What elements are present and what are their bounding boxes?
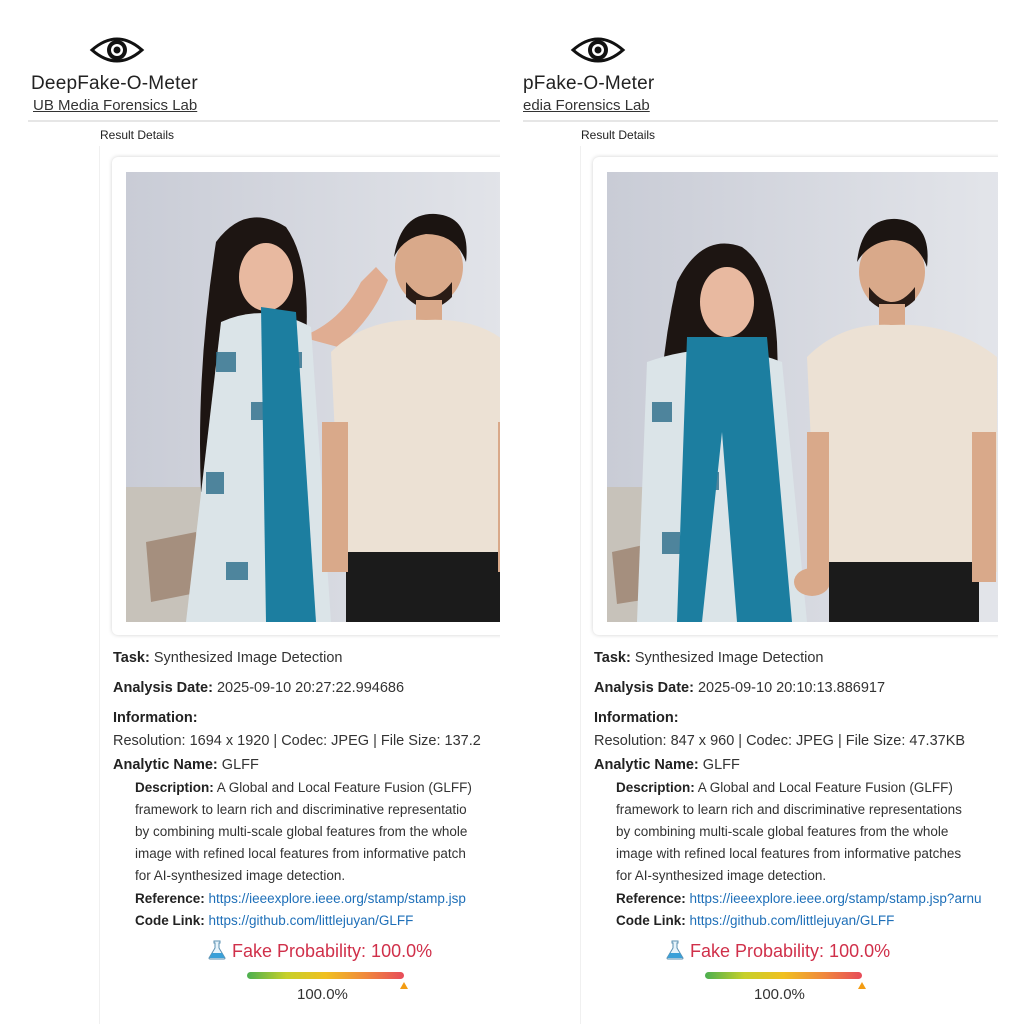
analytic-name-label: Analytic Name: bbox=[113, 757, 218, 773]
reference-label: Reference: bbox=[616, 891, 686, 906]
information-row bbox=[113, 710, 198, 726]
analysis-date-row bbox=[113, 680, 404, 696]
description-line: for AI-synthesized image detection. bbox=[616, 868, 827, 883]
analytic-name-row bbox=[594, 757, 740, 773]
analysis-date-row bbox=[594, 680, 885, 696]
task-row bbox=[113, 650, 342, 666]
information-value: Resolution: 1694 x 1920 | Codec: JPEG | File Size: 137.2 bbox=[113, 733, 481, 749]
code-link[interactable]: https://github.com/littlejuyan/GLFF bbox=[208, 913, 414, 928]
description-line: framework to learn rich and discriminative representatio bbox=[135, 802, 467, 817]
analysis-date-label: Analysis Date: bbox=[113, 680, 213, 696]
description-line bbox=[616, 780, 953, 795]
code-link-label: Code Link: bbox=[135, 913, 205, 928]
analysis-date-value: 2025-09-10 20:10:13.886917 bbox=[697, 680, 886, 696]
information-label: Information: bbox=[113, 710, 198, 726]
section-title: Result Details bbox=[581, 128, 656, 142]
description-line: by combining multi-scale global features from the whole bbox=[135, 824, 468, 839]
description-line bbox=[135, 780, 472, 795]
task-label: Task: bbox=[594, 650, 631, 666]
brand-name: DeepFake-O-Meter bbox=[31, 73, 198, 94]
analyzed-photo bbox=[607, 172, 998, 622]
description-line: image with refined local features from informative patch bbox=[135, 846, 466, 861]
code-link-label: Code Link: bbox=[616, 913, 686, 928]
code-link-row bbox=[135, 913, 413, 928]
reference-row bbox=[135, 891, 466, 906]
meter-value: 100.0% bbox=[297, 986, 348, 1003]
brand-name: pFake-O-Meter bbox=[523, 73, 655, 94]
meter-value: 100.0% bbox=[754, 986, 805, 1003]
fake-probability-text: Fake Probability: 100.0% bbox=[232, 941, 433, 961]
task-label: Task: bbox=[113, 650, 150, 666]
analysis-date-value: 2025-09-10 20:27:22.994686 bbox=[216, 680, 405, 696]
section-title: Result Details bbox=[100, 128, 175, 142]
information-row bbox=[594, 710, 679, 726]
code-link[interactable]: https://github.com/littlejuyan/GLFF bbox=[689, 913, 895, 928]
eye-logo-icon bbox=[570, 32, 626, 68]
flask-icon bbox=[666, 940, 684, 960]
meter-marker bbox=[858, 982, 866, 989]
flask-icon bbox=[208, 940, 226, 960]
probability-meter bbox=[247, 972, 404, 979]
analyzed-photo bbox=[126, 172, 500, 622]
lab-link[interactable]: UB Media Forensics Lab bbox=[33, 97, 198, 114]
description-text: A Global and Local Feature Fusion (GLFF) bbox=[697, 780, 953, 795]
probability-meter bbox=[705, 972, 862, 979]
analytic-name-label: Analytic Name: bbox=[594, 757, 699, 773]
reference-row bbox=[616, 891, 981, 906]
result-panel-right bbox=[523, 0, 998, 1024]
task-row bbox=[594, 650, 823, 666]
eye-logo-icon bbox=[89, 32, 145, 68]
information-value: Resolution: 847 x 960 | Codec: JPEG | File Size: 47.37KB bbox=[594, 733, 966, 749]
description-line: image with refined local features from informative patches bbox=[616, 846, 962, 861]
description-text: A Global and Local Feature Fusion (GLFF) bbox=[216, 780, 472, 795]
fake-probability bbox=[666, 940, 890, 962]
information-label: Information: bbox=[594, 710, 679, 726]
fake-probability-text: Fake Probability: 100.0% bbox=[690, 941, 891, 961]
description-line: by combining multi-scale global features from the whole bbox=[616, 824, 949, 839]
task-value: Synthesized Image Detection bbox=[153, 650, 343, 666]
result-panel-left bbox=[0, 0, 500, 1024]
analysis-date-label: Analysis Date: bbox=[594, 680, 694, 696]
analytic-name-row bbox=[113, 757, 259, 773]
code-link-row bbox=[616, 913, 894, 928]
description-line: for AI-synthesized image detection. bbox=[135, 868, 346, 883]
lab-link[interactable]: edia Forensics Lab bbox=[523, 97, 650, 114]
analytic-name-value: GLFF bbox=[702, 757, 740, 773]
reference-link[interactable]: https://ieeexplore.ieee.org/stamp/stamp.jsp?arnu bbox=[689, 891, 982, 906]
task-value: Synthesized Image Detection bbox=[634, 650, 824, 666]
description-label: Description: bbox=[135, 780, 214, 795]
reference-label: Reference: bbox=[135, 891, 205, 906]
reference-link[interactable]: https://ieeexplore.ieee.org/stamp/stamp.jsp bbox=[208, 891, 466, 906]
description-label: Description: bbox=[616, 780, 695, 795]
description-line: framework to learn rich and discriminative representations bbox=[616, 802, 962, 817]
header-divider bbox=[523, 120, 998, 122]
header-divider bbox=[28, 120, 500, 122]
fake-probability bbox=[208, 940, 432, 962]
meter-marker bbox=[400, 982, 408, 989]
analytic-name-value: GLFF bbox=[221, 757, 259, 773]
